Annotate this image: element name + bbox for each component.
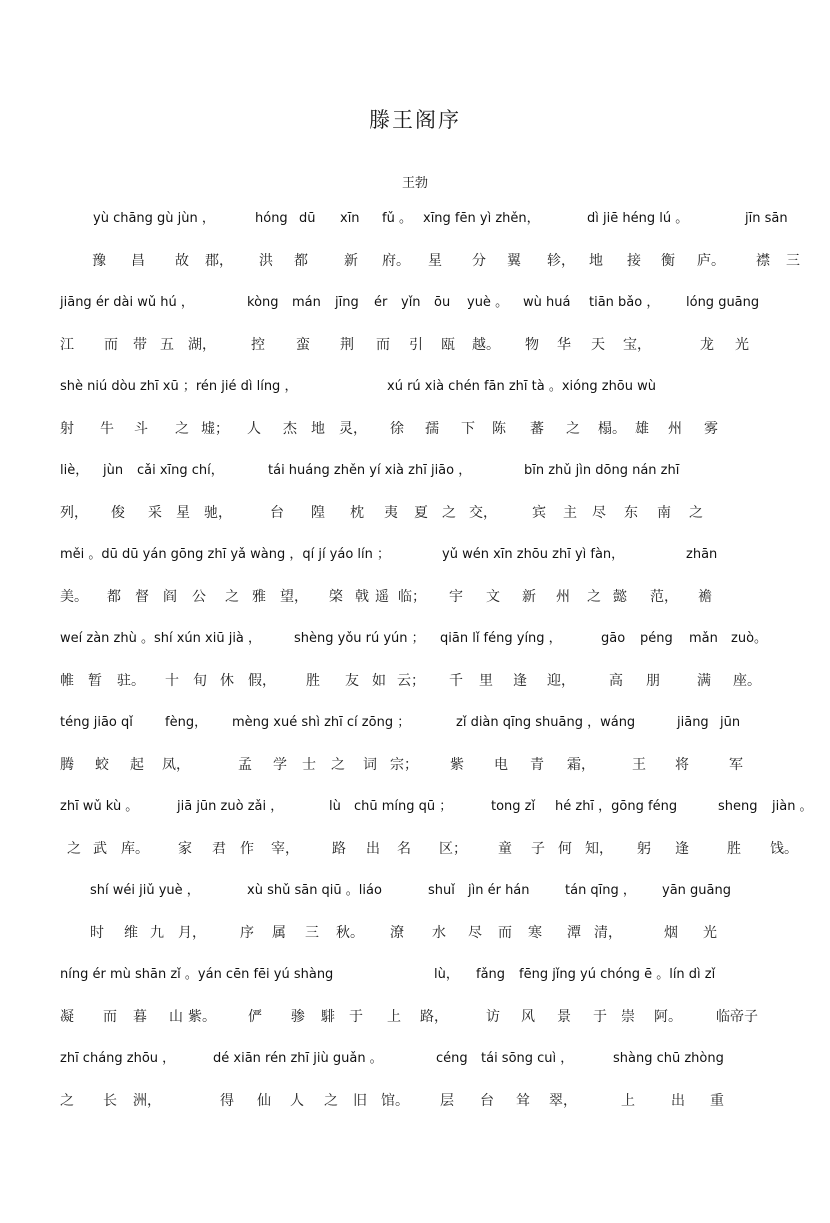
hanzi-token: 采 <box>148 505 162 521</box>
pinyin-token: jīn sān <box>745 211 788 226</box>
hanzi-token: 路 <box>332 841 346 857</box>
hanzi-token: 台 <box>270 505 284 521</box>
hanzi-token: 陈 <box>492 421 506 437</box>
hanzi-token: 朋 <box>646 673 660 689</box>
hanzi-line <box>0 1006 830 1028</box>
pinyin-line <box>0 292 830 314</box>
hanzi-token: 假， <box>248 673 276 689</box>
hanzi-token: 襜 <box>698 589 712 605</box>
hanzi-token: 越。 <box>472 337 500 353</box>
hanzi-token: 霜， <box>567 757 595 773</box>
pinyin-token: tái sōng cuì ， <box>481 1051 574 1066</box>
hanzi-token: 洪 <box>259 253 273 269</box>
hanzi-token: 腾 <box>60 757 74 773</box>
hanzi-token: 徐 <box>390 421 404 437</box>
hanzi-token: 之 <box>324 1093 338 1109</box>
hanzi-token: 之 <box>689 505 703 521</box>
pinyin-token: měi 。dū dū yán gōng zhī yǎ wàng ，qí jí yáo lín ； <box>60 547 391 562</box>
pinyin-token: mǎn <box>689 631 718 646</box>
hanzi-token: 出 <box>366 841 380 857</box>
pinyin-line <box>0 880 830 902</box>
hanzi-token: 人 <box>247 421 261 437</box>
hanzi-token: 星 <box>428 253 442 269</box>
hanzi-token: 维 <box>124 925 138 941</box>
hanzi-token: 迎， <box>547 673 575 689</box>
pinyin-token: qiān lǐ féng yíng ， <box>440 631 562 646</box>
pinyin-token: liè， <box>60 463 89 478</box>
hanzi-token: 衡 <box>661 253 675 269</box>
pinyin-token: dì jiē héng lú 。 <box>587 211 689 226</box>
hanzi-token: 水 <box>432 925 446 941</box>
hanzi-token: 牛 <box>100 421 114 437</box>
pinyin-token: yuè 。 <box>467 295 509 310</box>
hanzi-token: 之 <box>566 421 580 437</box>
hanzi-line <box>0 250 830 272</box>
hanzi-token: 驻。 <box>117 673 145 689</box>
pinyin-line <box>0 628 830 650</box>
pinyin-token: yān guāng <box>662 883 731 898</box>
hanzi-token: 千 <box>449 673 463 689</box>
hanzi-token: 宝， <box>623 337 651 353</box>
pinyin-token: gāo <box>601 631 626 646</box>
hanzi-token: 斗 <box>134 421 148 437</box>
hanzi-token: 下 <box>461 421 475 437</box>
pinyin-token: bīn zhǔ jìn dōng nán zhī <box>524 463 680 478</box>
pinyin-token: kòng <box>247 295 279 310</box>
hanzi-token: 宰， <box>271 841 299 857</box>
pinyin-token: sheng <box>718 799 758 814</box>
pinyin-token: zhān <box>686 547 718 562</box>
hanzi-token: 家 <box>178 841 192 857</box>
document-author: 王勃 <box>401 176 428 191</box>
hanzi-token: 而 <box>498 925 512 941</box>
hanzi-token: 仙 <box>257 1093 271 1109</box>
hanzi-token: 带 <box>133 337 147 353</box>
pinyin-token: jiā jūn zuò zǎi ， <box>177 799 284 814</box>
hanzi-token: 上 <box>621 1093 635 1109</box>
hanzi-token: 躬 <box>637 841 651 857</box>
hanzi-token: 清， <box>594 925 622 941</box>
hanzi-token: 荆 <box>340 337 354 353</box>
hanzi-token: 江 <box>60 337 74 353</box>
hanzi-token: 华 <box>557 337 571 353</box>
hanzi-token: 里 <box>479 673 493 689</box>
hanzi-token: 山 <box>169 1009 183 1025</box>
pinyin-token: zuò。 <box>731 631 768 646</box>
pinyin-token: jìn ér hán <box>468 883 530 898</box>
hanzi-token: 雄 <box>635 421 649 437</box>
hanzi-token: 武 <box>93 841 107 857</box>
hanzi-token: 紫 <box>450 757 464 773</box>
hanzi-token: 騑 <box>321 1009 335 1025</box>
pinyin-token: shuǐ <box>428 883 455 898</box>
hanzi-token: 星 <box>176 505 190 521</box>
hanzi-token: 高 <box>609 673 623 689</box>
hanzi-token: 夏 <box>414 505 428 521</box>
pinyin-token: jiāng ér dài wǔ hú ， <box>60 295 194 310</box>
hanzi-token: 访 <box>486 1009 500 1025</box>
hanzi-token: 南 <box>657 505 671 521</box>
hanzi-token: 青 <box>530 757 544 773</box>
hanzi-token: 蛮 <box>296 337 310 353</box>
pinyin-token: fǔ 。 <box>382 211 412 226</box>
hanzi-token: 控 <box>251 337 265 353</box>
hanzi-token: 庐。 <box>697 253 725 269</box>
pinyin-token: téng jiāo qǐ <box>60 715 133 730</box>
pinyin-token: chū míng qū ； <box>354 799 453 814</box>
hanzi-token: 属 <box>272 925 286 941</box>
hanzi-token: 地 <box>311 421 325 437</box>
hanzi-token: 阎 <box>163 589 177 605</box>
hanzi-token: 而 <box>104 337 118 353</box>
hanzi-token: 豫 <box>92 253 106 269</box>
hanzi-token: 光 <box>735 337 749 353</box>
pinyin-token: xīn <box>340 211 360 226</box>
hanzi-token: 隍 <box>311 505 325 521</box>
hanzi-token: 序 <box>240 925 254 941</box>
hanzi-token: 如 <box>372 673 386 689</box>
hanzi-line <box>0 754 830 776</box>
pinyin-token: lù <box>329 799 341 814</box>
pinyin-token: yù chāng gù jùn ， <box>93 211 215 226</box>
hanzi-token: 潭 <box>567 925 581 941</box>
hanzi-token: 座。 <box>733 673 761 689</box>
pinyin-line <box>0 544 830 566</box>
hanzi-token: 库。 <box>121 841 149 857</box>
hanzi-token: 昌 <box>131 253 145 269</box>
hanzi-token: 耸 <box>516 1093 530 1109</box>
hanzi-token: 翠， <box>549 1093 577 1109</box>
hanzi-token: 天 <box>591 337 605 353</box>
hanzi-token: 物 <box>525 337 539 353</box>
hanzi-token: 紫。 <box>188 1009 216 1025</box>
hanzi-token: 烟 <box>664 925 678 941</box>
hanzi-token: 云； <box>397 673 425 689</box>
pinyin-token: wù huá <box>523 295 571 310</box>
pinyin-token: jùn <box>103 463 124 478</box>
hanzi-token: 分 <box>472 253 486 269</box>
pinyin-line <box>0 796 830 818</box>
hanzi-token: 学 <box>273 757 287 773</box>
hanzi-token: 重 <box>710 1093 724 1109</box>
hanzi-token: 俨 <box>248 1009 262 1025</box>
hanzi-token: 于 <box>593 1009 607 1025</box>
hanzi-token: 尽 <box>592 505 606 521</box>
pinyin-token: xú rú xià chén fān zhī tà 。xióng zhōu wù <box>387 379 657 394</box>
hanzi-token: 之 <box>175 421 189 437</box>
pinyin-token: hóng <box>255 211 288 226</box>
pinyin-token: xīng fēn yì zhěn， <box>423 211 540 226</box>
hanzi-token: 州 <box>668 421 682 437</box>
hanzi-token: 湖， <box>188 337 216 353</box>
hanzi-token: 风 <box>521 1009 535 1025</box>
hanzi-token: 之 <box>442 505 456 521</box>
pinyin-token: fǎng <box>476 967 506 982</box>
pinyin-token: zǐ diàn qīng shuāng ，wáng <box>456 715 636 730</box>
pinyin-token: tán qīng ， <box>565 883 636 898</box>
hanzi-token: 士 <box>302 757 316 773</box>
hanzi-token: 轸， <box>547 253 575 269</box>
hanzi-token: 文 <box>486 589 500 605</box>
hanzi-token: 暮 <box>133 1009 147 1025</box>
hanzi-token: 墟； <box>201 421 229 437</box>
pinyin-line <box>0 1048 830 1070</box>
hanzi-token: 区； <box>439 841 467 857</box>
pinyin-token: ér <box>374 295 388 310</box>
hanzi-token: 三 <box>786 253 800 269</box>
hanzi-token: 宗； <box>390 757 418 773</box>
hanzi-token: 暂 <box>88 673 102 689</box>
hanzi-token: 望， <box>280 589 308 605</box>
hanzi-token: 友 <box>345 673 359 689</box>
hanzi-token: 范， <box>650 589 678 605</box>
pinyin-line <box>0 964 830 986</box>
hanzi-token: 之 <box>67 841 81 857</box>
hanzi-token: 瓯 <box>441 337 455 353</box>
hanzi-token: 宇 <box>449 589 463 605</box>
hanzi-token: 阿。 <box>654 1009 682 1025</box>
hanzi-token: 三 <box>305 925 319 941</box>
hanzi-token: 起 <box>130 757 144 773</box>
hanzi-token: 于 <box>349 1009 363 1025</box>
hanzi-token: 翼 <box>507 253 521 269</box>
hanzi-token: 杰 <box>283 421 297 437</box>
hanzi-token: 凤， <box>162 757 190 773</box>
pinyin-line <box>0 376 830 398</box>
hanzi-token: 休 <box>220 673 234 689</box>
hanzi-token: 长 <box>103 1093 117 1109</box>
hanzi-token: 馆。 <box>381 1093 409 1109</box>
hanzi-token: 射 <box>60 421 74 437</box>
pinyin-token: zhī wǔ kù 。 <box>60 799 139 814</box>
hanzi-line <box>0 922 830 944</box>
hanzi-token: 胜 <box>727 841 741 857</box>
pinyin-line <box>0 208 830 230</box>
hanzi-token: 都 <box>294 253 308 269</box>
pinyin-token: zhī cháng zhōu ， <box>60 1051 176 1066</box>
hanzi-token: 驰， <box>204 505 232 521</box>
hanzi-token: 之 <box>331 757 345 773</box>
hanzi-token: 郡， <box>205 253 233 269</box>
hanzi-line <box>0 502 830 524</box>
hanzi-token: 潦 <box>390 925 404 941</box>
pinyin-token: lóng guāng <box>686 295 760 310</box>
hanzi-token: 引 <box>409 337 423 353</box>
hanzi-line <box>0 586 830 608</box>
hanzi-token: 王 <box>632 757 646 773</box>
hanzi-token: 列， <box>60 505 88 521</box>
pinyin-token: fēng jǐng yú chóng ē 。lín dì zǐ <box>519 967 716 982</box>
hanzi-token: 督 <box>135 589 149 605</box>
hanzi-token: 子 <box>531 841 545 857</box>
hanzi-token: 戟 <box>355 589 369 605</box>
pinyin-token: yǐn <box>401 295 421 310</box>
hanzi-line <box>0 334 830 356</box>
pinyin-token: hé zhī ，gōng féng <box>555 799 678 814</box>
hanzi-token: 层 <box>440 1093 454 1109</box>
hanzi-token: 尽 <box>468 925 482 941</box>
hanzi-token: 知， <box>585 841 613 857</box>
hanzi-token: 胜 <box>306 673 320 689</box>
pinyin-token: fèng， <box>165 715 208 730</box>
hanzi-token: 接 <box>627 253 641 269</box>
document-title: 滕王阁序 <box>369 108 461 132</box>
hanzi-token: 时 <box>90 925 104 941</box>
hanzi-token: 枕 <box>350 505 364 521</box>
pinyin-token: tiān bǎo ， <box>589 295 660 310</box>
hanzi-token: 懿 <box>613 589 627 605</box>
pinyin-token: péng <box>640 631 673 646</box>
pinyin-token: shèng yǒu rú yún ； <box>294 631 425 646</box>
pinyin-token: weí zàn zhù 。shí xún xiū jià ， <box>60 631 262 646</box>
hanzi-token: 交， <box>469 505 497 521</box>
pinyin-token: mèng xué shì zhī cí zōng ； <box>232 715 411 730</box>
hanzi-token: 凝 <box>60 1009 74 1025</box>
hanzi-token: 得 <box>220 1093 234 1109</box>
hanzi-token: 满 <box>697 673 711 689</box>
pinyin-token: shàng chū zhòng <box>613 1051 724 1066</box>
hanzi-token: 俊 <box>111 505 125 521</box>
hanzi-token: 景 <box>557 1009 571 1025</box>
pinyin-token: tong zǐ <box>491 799 536 814</box>
hanzi-token: 路， <box>420 1009 448 1025</box>
hanzi-token: 人 <box>290 1093 304 1109</box>
hanzi-token: 台 <box>480 1093 494 1109</box>
hanzi-token: 之 <box>587 589 601 605</box>
hanzi-token: 饯。 <box>770 841 798 857</box>
hanzi-token: 蛟 <box>95 757 109 773</box>
hanzi-token: 五 <box>160 337 174 353</box>
pinyin-token: dé xiān rén zhī jiù guǎn 。 <box>213 1051 383 1066</box>
hanzi-token: 逢 <box>675 841 689 857</box>
hanzi-token: 地 <box>589 253 603 269</box>
hanzi-token: 而 <box>103 1009 117 1025</box>
pinyin-token: shè niú dòu zhī xū ；rén jié dì líng ， <box>60 379 298 394</box>
hanzi-token: 宾 <box>532 505 546 521</box>
pinyin-line <box>0 460 830 482</box>
hanzi-token: 逢 <box>513 673 527 689</box>
pinyin-token: tái huáng zhěn yí xià zhī jiāo ， <box>268 463 472 478</box>
hanzi-token: 君 <box>212 841 226 857</box>
pinyin-token: jūn <box>720 715 741 730</box>
hanzi-line <box>0 670 830 692</box>
hanzi-token: 襟 <box>756 253 770 269</box>
hanzi-token: 骖 <box>291 1009 305 1025</box>
pinyin-token: ōu <box>434 295 451 310</box>
hanzi-token: 将 <box>675 757 689 773</box>
hanzi-token: 蕃 <box>530 421 544 437</box>
hanzi-token: 帷 <box>60 673 74 689</box>
hanzi-token: 军 <box>729 757 743 773</box>
hanzi-token: 秋。 <box>336 925 364 941</box>
hanzi-token: 洲， <box>133 1093 161 1109</box>
hanzi-token: 新 <box>344 253 358 269</box>
pinyin-token: shí wéi jiǔ yuè ， <box>90 883 200 898</box>
hanzi-token: 公 <box>192 589 206 605</box>
hanzi-line <box>0 1090 830 1112</box>
pinyin-token: xù shǔ sān qiū 。liáo <box>247 883 382 898</box>
hanzi-token: 电 <box>494 757 508 773</box>
hanzi-token: 美。 <box>60 589 88 605</box>
hanzi-token: 之 <box>225 589 239 605</box>
hanzi-token: 之 <box>60 1093 74 1109</box>
hanzi-line <box>0 838 830 860</box>
hanzi-token: 十 <box>165 673 179 689</box>
hanzi-token: 新 <box>522 589 536 605</box>
hanzi-token: 词 <box>363 757 377 773</box>
hanzi-token: 上 <box>387 1009 401 1025</box>
hanzi-token: 夷 <box>384 505 398 521</box>
hanzi-token: 孟 <box>238 757 252 773</box>
hanzi-token: 灵， <box>339 421 367 437</box>
hanzi-line <box>0 418 830 440</box>
hanzi-token: 出 <box>671 1093 685 1109</box>
hanzi-token: 作 <box>240 841 254 857</box>
hanzi-token: 棨 <box>329 589 343 605</box>
pinyin-token: jīng <box>335 295 359 310</box>
pinyin-token: jiàn 。 <box>772 799 813 814</box>
pinyin-token: mán <box>292 295 321 310</box>
pinyin-token: céng <box>436 1051 468 1066</box>
hanzi-token: 临； <box>398 589 426 605</box>
hanzi-token: 旧 <box>353 1093 367 1109</box>
hanzi-token: 故 <box>175 253 189 269</box>
hanzi-token: 旬 <box>193 673 207 689</box>
pinyin-token: lù， <box>434 967 459 982</box>
hanzi-token: 雅 <box>252 589 266 605</box>
pinyin-token: dū <box>299 211 316 226</box>
hanzi-token: 童 <box>498 841 512 857</box>
hanzi-token: 何 <box>558 841 572 857</box>
pinyin-line <box>0 712 830 734</box>
hanzi-token: 州 <box>556 589 570 605</box>
pinyin-token: níng ér mù shān zǐ 。yán cēn fēi yú shàng <box>60 967 334 982</box>
hanzi-token: 光 <box>703 925 717 941</box>
hanzi-token: 临帝子 <box>716 1009 758 1025</box>
hanzi-token: 都 <box>107 589 121 605</box>
pinyin-token: cǎi xīng chí， <box>137 463 224 478</box>
hanzi-token: 九 <box>150 925 164 941</box>
hanzi-token: 而 <box>376 337 390 353</box>
hanzi-token: 崇 <box>621 1009 635 1025</box>
hanzi-token: 月， <box>178 925 206 941</box>
hanzi-token: 名 <box>397 841 411 857</box>
hanzi-token: 孺 <box>425 421 439 437</box>
hanzi-token: 龙 <box>700 337 714 353</box>
hanzi-token: 府。 <box>382 253 410 269</box>
hanzi-token: 遥 <box>375 589 389 605</box>
pinyin-token: jiāng <box>677 715 709 730</box>
pinyin-token: yǔ wén xīn zhōu zhī yì fàn， <box>442 547 625 562</box>
hanzi-token: 东 <box>624 505 638 521</box>
hanzi-token: 寒 <box>528 925 542 941</box>
hanzi-token: 主 <box>563 505 577 521</box>
hanzi-token: 雾 <box>704 421 718 437</box>
hanzi-token: 榻。 <box>598 421 626 437</box>
